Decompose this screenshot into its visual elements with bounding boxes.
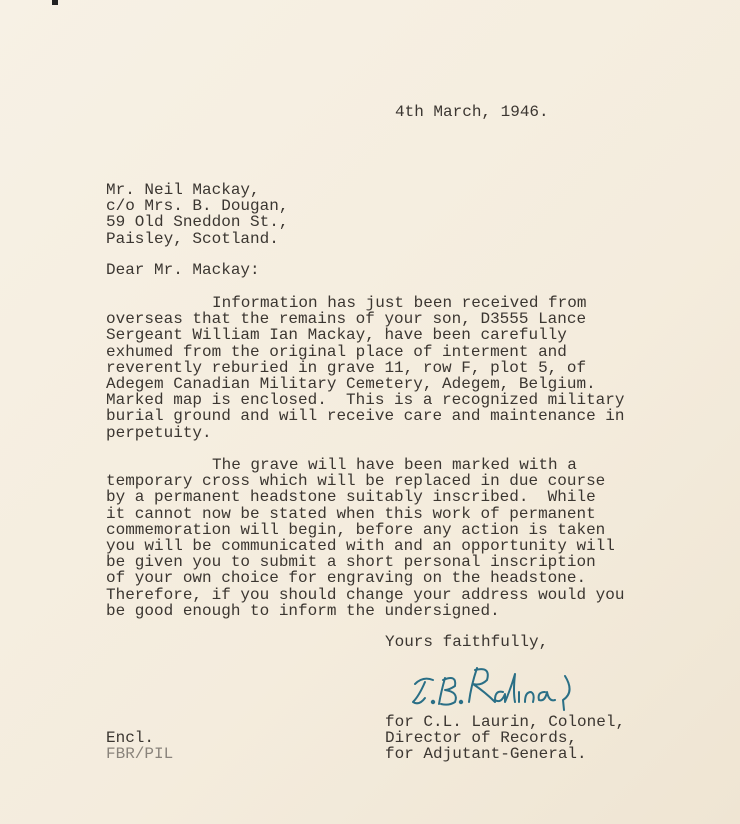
text-line: perpetuity. [106,423,212,442]
text-line: Marked map is enclosed. This is a recognized military [106,391,625,410]
text-line: be given you to submit a short personal inscription [106,553,596,572]
signatory-block [385,714,625,763]
text-line: by a permanent headstone suitably inscribed. While [106,488,596,507]
address-line: c/o Mrs. B. Dougan, [106,197,289,216]
text-line: The grave will have been marked with a [212,456,577,474]
text-line: you will be communicated with and an opportunity will [106,536,615,555]
paragraph-2 [106,457,624,619]
text-line: Information has just been received from [212,294,587,312]
letter-date: 4th March, 1946. [395,103,549,121]
text-line: exhumed from the original place of interment and [106,342,567,361]
signatory-line: for C.L. Laurin, Colonel, [385,713,626,731]
text-line: of your own choice for engraving on the headstone. [106,569,587,588]
text-line: overseas that the remains of your son, D3555 Lance [106,310,587,329]
paragraph-1 [106,295,624,441]
text-line: Therefore, if you should change your address would you [106,585,625,604]
signatory-line: for Adjutant-General. [385,745,587,764]
recipient-address [106,182,288,247]
text-line: it cannot now be stated when this work of permanent [106,504,596,523]
scan-mark [52,0,58,5]
text-line: Sergeant William Ian Mackay, have been carefully [106,326,567,345]
text-line: burial ground and will receive care and maintenance in [106,407,625,426]
enclosure-label: Encl. [106,729,155,747]
text-line: temporary cross which will be replaced in due course [106,472,606,491]
salutation: Dear Mr. Mackay: [106,261,260,279]
address-line: Paisley, Scotland. [106,229,279,248]
text-line: reverently reburied in grave 11, row F, plot 5, of [106,358,587,377]
address-line: Mr. Neil Mackay, [106,181,260,199]
closing: Yours faithfully, [385,633,549,651]
signatory-line: Director of Records, [385,729,578,748]
enclosure-note [106,730,173,762]
handwritten-signature [405,662,575,712]
text-line: Adegem Canadian Military Cemetery, Adegem, Belgium. [106,374,596,393]
text-line: be good enough to inform the undersigned. [106,601,500,620]
address-line: 59 Old Sneddon St., [106,213,289,232]
reference-initials: FBR/PIL [106,745,174,764]
text-line: commemoration will begin, before any action is taken [106,520,606,539]
